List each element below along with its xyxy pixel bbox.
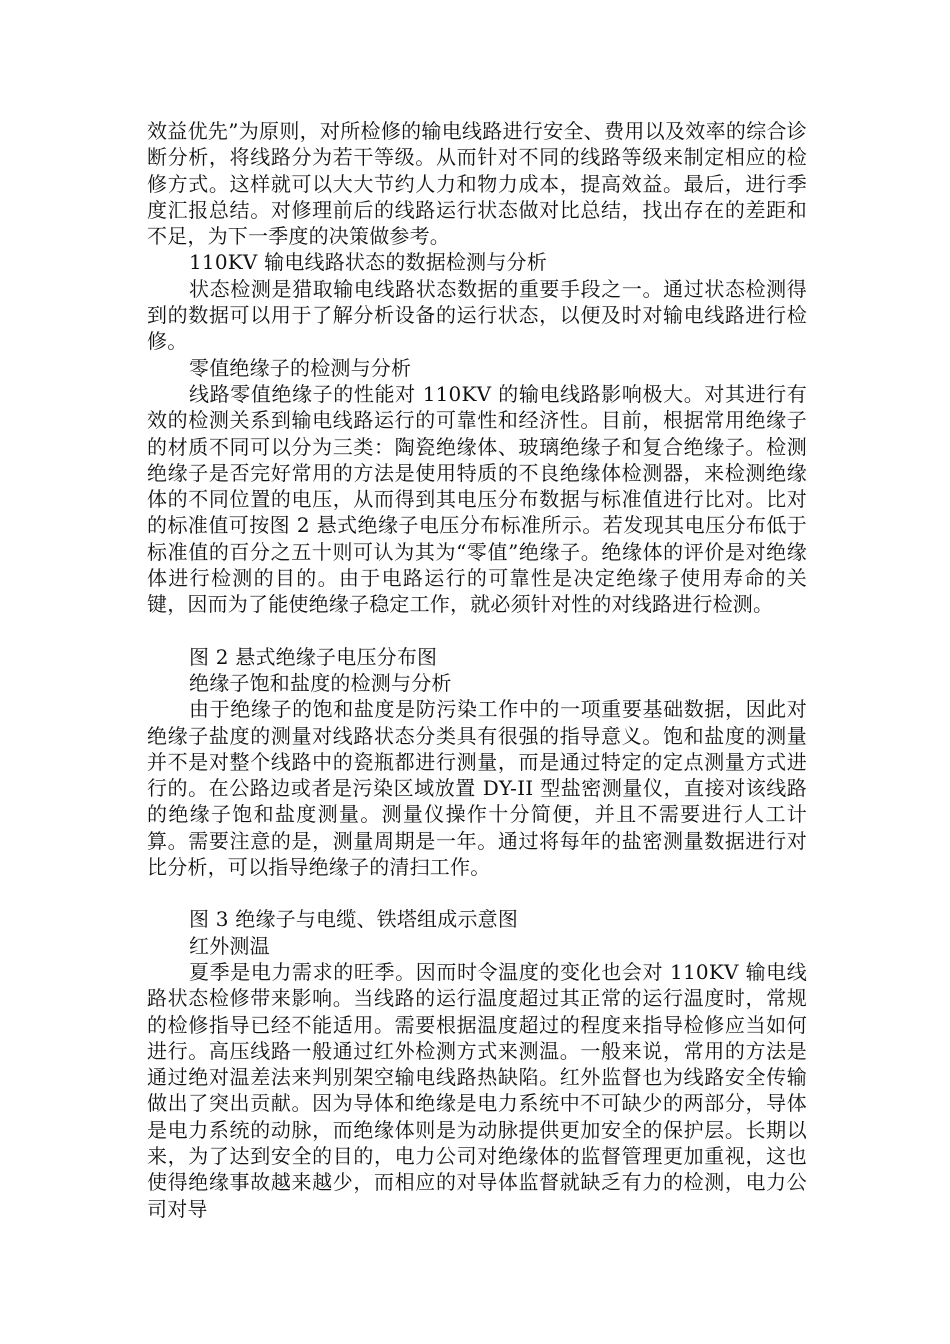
section-heading-salt-density: 绝缘子饱和盐度的检测与分析 bbox=[189, 670, 452, 695]
paragraph-state-detection: 状态检测是猎取输电线路状态数据的重要手段之一。通过状态检测得到的数据可以用于了解分析设备的运行状态，以便及时对输电线路进行检修。 bbox=[147, 276, 807, 354]
figure-2-caption: 图 2 悬式绝缘子电压分布图 bbox=[189, 644, 438, 669]
figure-2-placeholder bbox=[147, 618, 807, 644]
paragraph-zero-value-insulator: 线路零值绝缘子的性能对 110KV 的输电线路影响极大。对其进行有效的检测关系到输电线路运行的可靠性和经济性。目前，根据常用绝缘子的材质不同可以分为三类：陶瓷绝缘体、玻璃绝缘子和复合绝缘子。检测绝缘子是否完好常用的方法是使用特质的不良绝缘体检测器，来检测绝缘体的不同位置的电压，从而得到其电压分布数据与标准值进行比对。比对的标准值可按图 2 悬式绝缘子电压分布标准所示。若发现其电压分布低于标准值的百分之五十则可认为其为“零值”绝缘子。绝缘体的评价是对绝缘体进行检测的目的。由于电路运行的可靠性是决定绝缘子使用寿命的关键，因而为了能使绝缘子稳定工作，就必须针对性的对线路进行检测。 bbox=[147, 381, 807, 617]
document-body bbox=[147, 118, 807, 1222]
paragraph-intro-continued: 效益优先”为原则，对所检修的输电线路进行安全、费用以及效率的综合诊断分析，将线路分为若干等级。从而针对不同的线路等级来制定相应的检修方式。这样就可以大大节约人力和物力成本，提高效益。最后，进行季度汇报总结。对修理前后的线路运行状态做对比总结，找出存在的差距和不足，为下一季度的决策做参考。 bbox=[147, 119, 807, 249]
section-heading-zero-value-insulator: 零值绝缘子的检测与分析 bbox=[189, 355, 412, 380]
section-heading-data-detection: 110KV 输电线路状态的数据检测与分析 bbox=[189, 250, 547, 275]
figure-3-caption: 图 3 绝缘子与电缆、铁塔组成示意图 bbox=[189, 907, 519, 932]
paragraph-salt-density: 由于绝缘子的饱和盐度是防污染工作中的一项重要基础数据，因此对绝缘子盐度的测量对线路状态分类具有很强的指导意义。饱和盐度的测量并不是对整个线路中的瓷瓶都进行测量，而是通过特定的定点测量方式进行的。在公路边或者是污染区域放置 DY-II 型盐密测量仪，直接对该线路的绝缘子饱和盐度测量。测量仪操作十分简便，并且不需要进行人工计算。需要注意的是，测量周期是一年。通过将每年的盐密测量数据进行对比分析，可以指导绝缘子的清扫工作。 bbox=[147, 697, 807, 880]
section-heading-infrared: 红外测温 bbox=[189, 933, 270, 958]
figure-3-placeholder bbox=[147, 880, 807, 906]
paragraph-infrared: 夏季是电力需求的旺季。因而时令温度的变化也会对 110KV 输电线路状态检修带来影响。当线路的运行温度超过其正常的运行温度时，常规的检修指导已经不能适用。需要根据温度超过的程度来指导检修应当如何进行。高压线路一般通过红外检测方式来测温。一般来说，常用的方法是通过绝对温差法来判别架空输电线路热缺陷。红外监督也为线路安全传输做出了突出贡献。因为导体和绝缘是电力系统中不可缺少的两部分，导体是电力系统的动脉，而绝缘体则是为动脉提供更加安全的保护层。长期以来，为了达到安全的目的，电力公司对绝缘体的监督管理更加重视，这也使得绝缘事故越来越少，而相应的对导体监督就缺乏有力的检测，电力公司对导 bbox=[147, 959, 807, 1221]
